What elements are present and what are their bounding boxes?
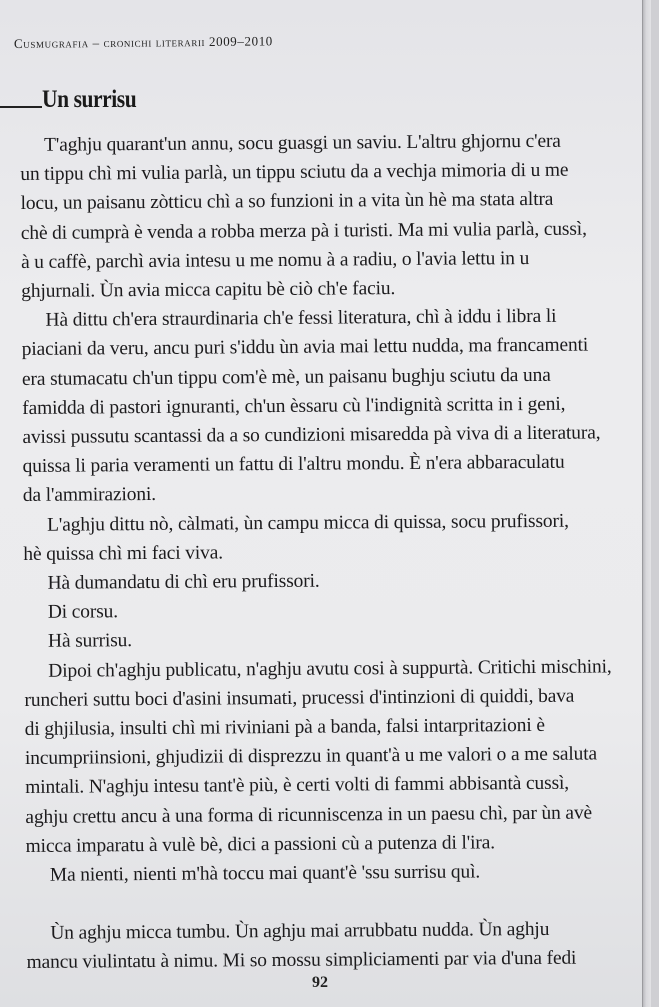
text-line: un tippu chì mi vulia parlà, un tippu sciutu da a vechja mimoria di u me xyxy=(20,159,569,186)
page-edge xyxy=(642,0,651,1007)
title-rule xyxy=(0,106,42,108)
section-title: Un surrisu xyxy=(42,86,137,113)
text-line: T'aghju quarant'un annu, socu guasgi un saviu. L'altru ghjornu c'era xyxy=(44,130,561,156)
section-break xyxy=(26,886,608,920)
text-line: ghjurnali. Ùn avia micca capitu bè ciò ch'e faciu. xyxy=(21,278,396,303)
text-line: aghju crettu ancu à una forma di ricunniscenza in un paesu chì, par ùn avè xyxy=(25,802,593,828)
text-line: mintali. N'aghju intesu tant'è più, è certi volti di fammi abbisantà cussì, xyxy=(25,773,570,799)
text-line: chè di cumprà è venda a robba merza pà i turisti. Ma mi vulia parlà, cussì, xyxy=(20,218,587,244)
page-number: 92 xyxy=(312,974,328,991)
text-line: hè quissa chì mi faci viva. xyxy=(23,542,223,565)
text-line: runcheri suttu boci d'asini insumati, prucessi d'intinzioni di quiddi, bava xyxy=(24,685,575,711)
text-line: Di corsu. xyxy=(47,601,119,624)
body-text xyxy=(20,126,612,977)
text-line: di ghjilusia, insulti chì mi riviniani pà a banda, falsi intarpritazioni è xyxy=(24,714,545,741)
section-heading xyxy=(0,86,152,114)
text-line: micca imparatu à vulè bè, dici a passioni cù a putenza di l'ira. xyxy=(25,832,495,857)
text-line: Ùn aghju micca tumbu. Ùn aghju mai arrubbatu nudda. Ùn aghju xyxy=(50,919,550,945)
text-line: incumpriinsioni, ghjudizii di disprezzu in quant'à u me valori o a me saluta xyxy=(24,743,598,770)
text-line: mancu viulintatu à nimu. Mi so mossu simpliciamenti par via d'una fedi xyxy=(26,948,577,974)
text-line: piaciani da veru, ancu puri s'iddu ùn avia mai lettu nudda, ma francamenti xyxy=(21,334,589,361)
text-line: L'aghju dittu nò, càlmati, ùn campu micca di quissa, socu prufissori, xyxy=(47,510,569,536)
text-line: locu, un paisanu zòtticu chì a so funzioni in a vita ùn hè ma stata altra xyxy=(20,189,554,215)
text-line: avissi pussutu scantassi da a so cundizioni misaredda pà viva di a literatura, xyxy=(22,422,601,449)
text-line: Dipoi ch'aghju publicatu, n'aghju avutu cosi à suppurtà. Critichi mischini, xyxy=(48,656,612,682)
running-head: Cusmugrafia – cronichi literarii 2009–2010 xyxy=(13,33,273,51)
text-line: quissa li paria veramenti un fattu di l'altru mondu. È n'era abbaraculatu xyxy=(22,451,565,478)
text-line: Ma nienti, nienti m'hà toccu mai quant'è 'ssu surrisu quì. xyxy=(49,861,481,886)
text-line: Hà surrisu. xyxy=(47,630,133,653)
text-line: à u caffè, parchì avia intesu u me nomu à a radiu, o l'avia lettu in u xyxy=(20,247,530,273)
text-line: famidda di pastori ignuranti, ch'un èssaru cù l'indignità scritta in i geni, xyxy=(22,393,566,419)
text-line: da l'ammirazioni. xyxy=(22,484,157,507)
text-line: era stumacatu ch'un tippu com'è mè, un paisanu bughju sciutu da una xyxy=(21,364,551,390)
text-line: Hà dumandatu di chì eru prufissori. xyxy=(47,570,320,594)
text-line: Hà dittu ch'era straurdinaria ch'e fessi literatura, chì à iddu i libra li xyxy=(45,306,557,332)
